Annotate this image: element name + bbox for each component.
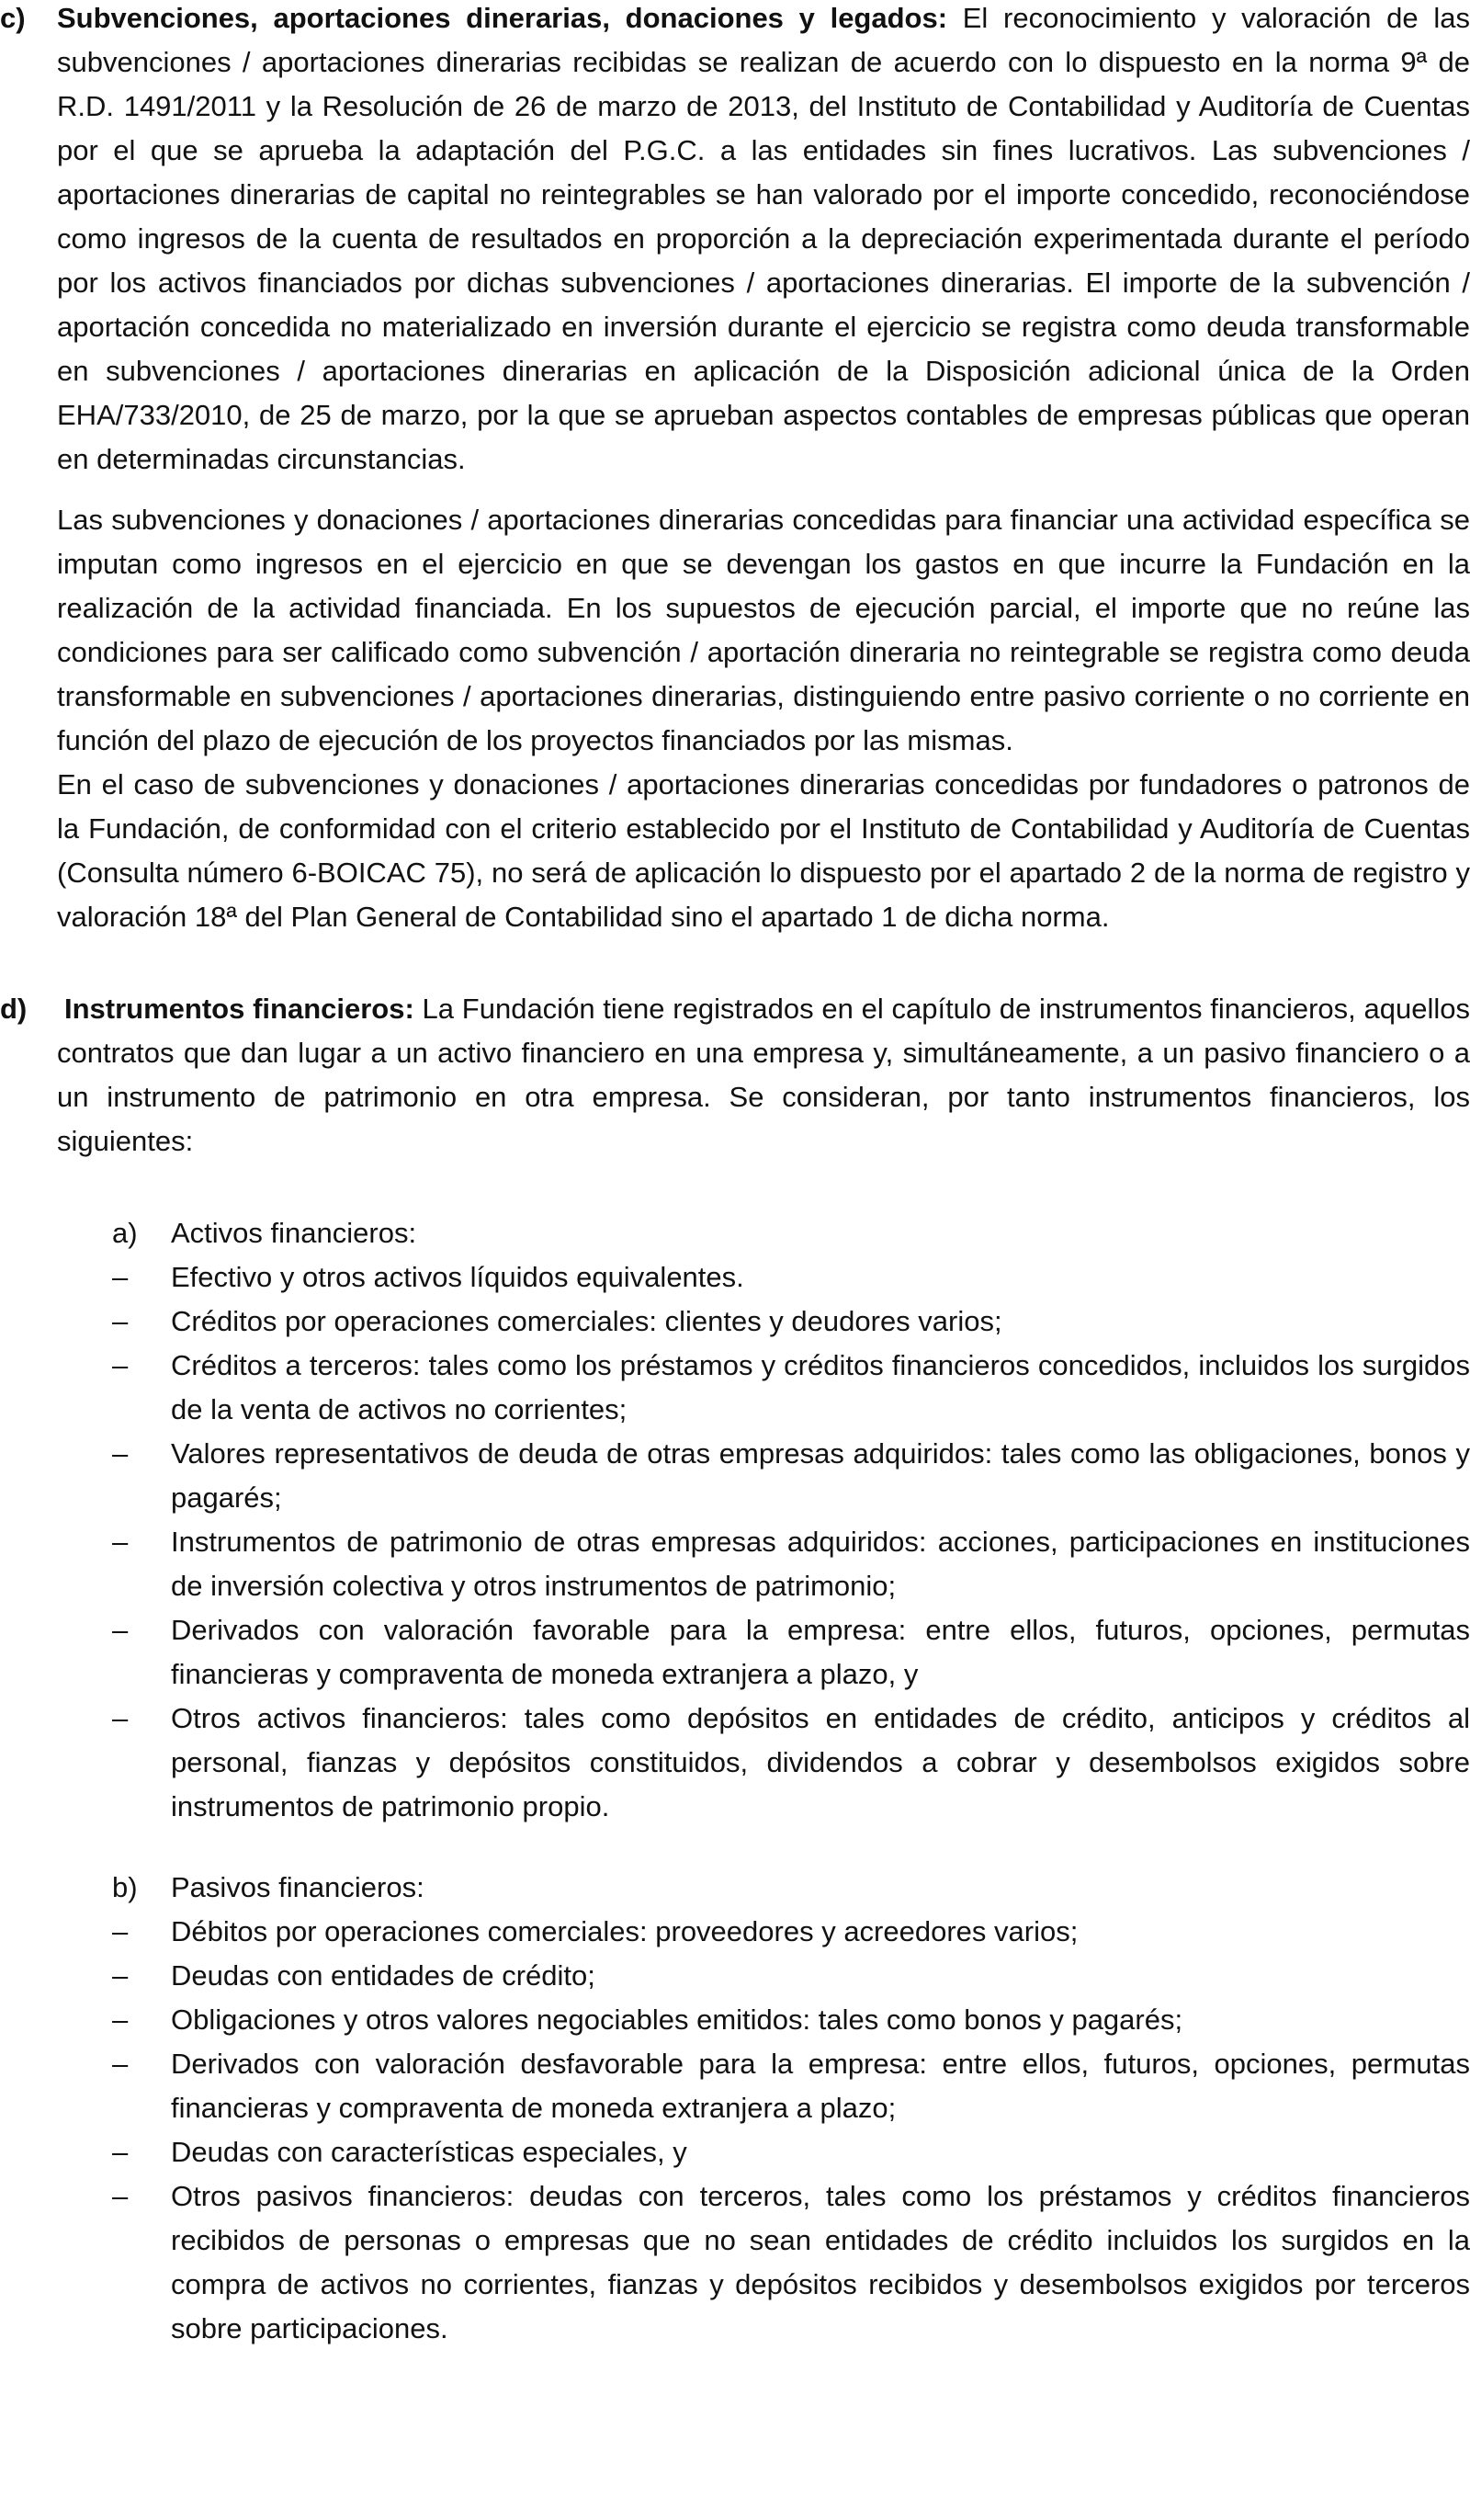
section-c — [0, 0, 1470, 939]
list-item: – Efectivo y otros activos líquidos equivalentes. — [112, 1255, 1470, 1300]
list-item: – Deudas con características especiales, y — [112, 2130, 1470, 2174]
dash-bullet: – — [112, 1349, 129, 1381]
section-d — [0, 987, 1470, 2351]
list-item: – Otros activos financieros: tales como depósitos en entidades de crédito, anticipos y créditos al personal, fianzas y depósitos constituidos, dividendos a cobrar y desembolsos exigidos sobre instrumentos de patrimonio propio. — [112, 1697, 1470, 1829]
dash-bullet: – — [112, 1437, 129, 1470]
section-c-paragraph-2: Las subvenciones y donaciones / aportaciones dinerarias concedidas para financiar una actividad específica se imputan como ingresos en el ejercicio en que se devengan los gastos en que incurre la Fundación en la realización de la actividad financiada. En los supuestos de ejecución parcial, el importe que no reúne las condiciones para ser calificado como subvención / aportación dineraria no reintegrable se registra como deuda transformable en subvenciones / aportaciones dinerarias, distinguiendo entre pasivo corriente o no corriente en función del plazo de ejecución de los proyectos financiados por las mismas. — [57, 504, 1470, 756]
activos-heading — [112, 1211, 1470, 1255]
section-c-paragraph-3: En el caso de subvenciones y donaciones / aportaciones dinerarias concedidas por fundadores o patronos de la Fundación, de conformidad con el criterio establecido por el Instituto de Contabilidad y Auditoría de Cuentas (Consulta número 6-BOICAC 75), no será de aplicación lo dispuesto por el apartado 2 de la norma de registro y valoración 18ª del Plan General de Contabilidad sino el apartado 1 de dicha norma. — [57, 768, 1470, 933]
pasivos-index: b) — [112, 1871, 138, 1903]
dash-bullet: – — [112, 1261, 129, 1293]
activos-index: a) — [112, 1217, 138, 1249]
list-item: – Créditos por operaciones comerciales: clientes y deudores varios; — [112, 1300, 1470, 1344]
section-c-paragraph-1 — [57, 0, 1470, 482]
activos-list — [57, 1255, 1470, 1829]
list-item: – Débitos por operaciones comerciales: proveedores y acreedores varios; — [112, 1910, 1470, 1954]
dash-bullet: – — [112, 1959, 129, 1992]
list-item: – Deudas con entidades de crédito; — [112, 1954, 1470, 1998]
pasivos-list — [57, 1910, 1470, 2351]
dash-bullet: – — [112, 1915, 129, 1947]
dash-bullet: – — [112, 1702, 129, 1734]
section-d-marker: d) — [0, 993, 28, 1025]
section-c-marker: c) — [0, 2, 26, 34]
dash-bullet: – — [112, 2180, 129, 2212]
dash-bullet: – — [112, 2004, 129, 2036]
list-item: – Obligaciones y otros valores negociables emitidos: tales como bonos y pagarés; — [112, 1998, 1470, 2042]
dash-bullet: – — [112, 2048, 129, 2080]
list-item: – Otros pasivos financieros: deudas con terceros, tales como los préstamos y créditos financieros recibidos de personas o empresas que no sean entidades de crédito incluidos los surgidos en la compra de activos no corrientes, fianzas y depósitos recibidos y desembolsos exigidos por terceros sobre participaciones. — [112, 2174, 1470, 2351]
dash-bullet: – — [112, 1614, 129, 1646]
section-d-title: Instrumentos financieros: — [64, 993, 414, 1025]
section-c-paragraph-1-text: El reconocimiento y valoración de las subvenciones / aportaciones dinerarias recibidas se realizan de acuerdo con lo dispuesto en la norma 9ª de R.D. 1491/2011 y la Resolución de 26 de marzo de 2013, del Instituto de Contabilidad y Auditoría de Cuentas por el que se aprueba la adaptación del P.G.C. a las entidades sin fines lucrativos. Las subvenciones / aportaciones dinerarias de capital no reintegrables se han valorado por el importe concedido, reconociéndose como ingresos de la cuenta de resultados en proporción a la depreciación experimentada durante el período por los activos financiados por dichas subvenciones / aportaciones dinerarias. El importe de la subvención / aportación concedida no materializado en inversión durante el ejercicio se registra como deuda transformable en subvenciones / aportaciones dinerarias en aplicación de la Disposición adicional única de la Orden EHA/733/2010, de 25 de marzo, por la que se aprueban aspectos contables de empresas públicas que operan en determinadas circunstancias. — [57, 2, 1470, 475]
list-item: – Créditos a terceros: tales como los préstamos y créditos financieros concedidos, incluidos los surgidos de la venta de activos no corrientes; — [112, 1344, 1470, 1432]
list-item: – Valores representativos de deuda de otras empresas adquiridos: tales como las obligaciones, bonos y pagarés; — [112, 1432, 1470, 1520]
list-item: – Derivados con valoración desfavorable para la empresa: entre ellos, futuros, opciones, permutas financieras y compraventa de moneda extranjera a plazo; — [112, 2042, 1470, 2130]
activos-label: Activos financieros: — [171, 1217, 417, 1249]
list-item: – Instrumentos de patrimonio de otras empresas adquiridos: acciones, participaciones en instituciones de inversión colectiva y otros instrumentos de patrimonio; — [112, 1520, 1470, 1608]
section-d-intro-text: La Fundación tiene registrados en el capítulo de instrumentos financieros, aquellos contratos que dan lugar a un activo financiero en una empresa y, simultáneamente, a un pasivo financiero o a un instrumento de patrimonio en otra empresa. Se consideran, por tanto instrumentos financieros, los siguientes: — [57, 993, 1470, 1157]
dash-bullet: – — [112, 1305, 129, 1337]
pasivos-heading — [112, 1866, 1470, 1910]
dash-bullet: – — [112, 2136, 129, 2168]
section-d-intro — [57, 987, 1470, 1164]
pasivos-label: Pasivos financieros: — [171, 1871, 424, 1903]
list-item: – Derivados con valoración favorable para la empresa: entre ellos, futuros, opciones, permutas financieras y compraventa de moneda extranjera a plazo, y — [112, 1608, 1470, 1697]
dash-bullet: – — [112, 1526, 129, 1558]
section-c-title: Subvenciones, aportaciones dinerarias, donaciones y legados: — [57, 2, 948, 34]
